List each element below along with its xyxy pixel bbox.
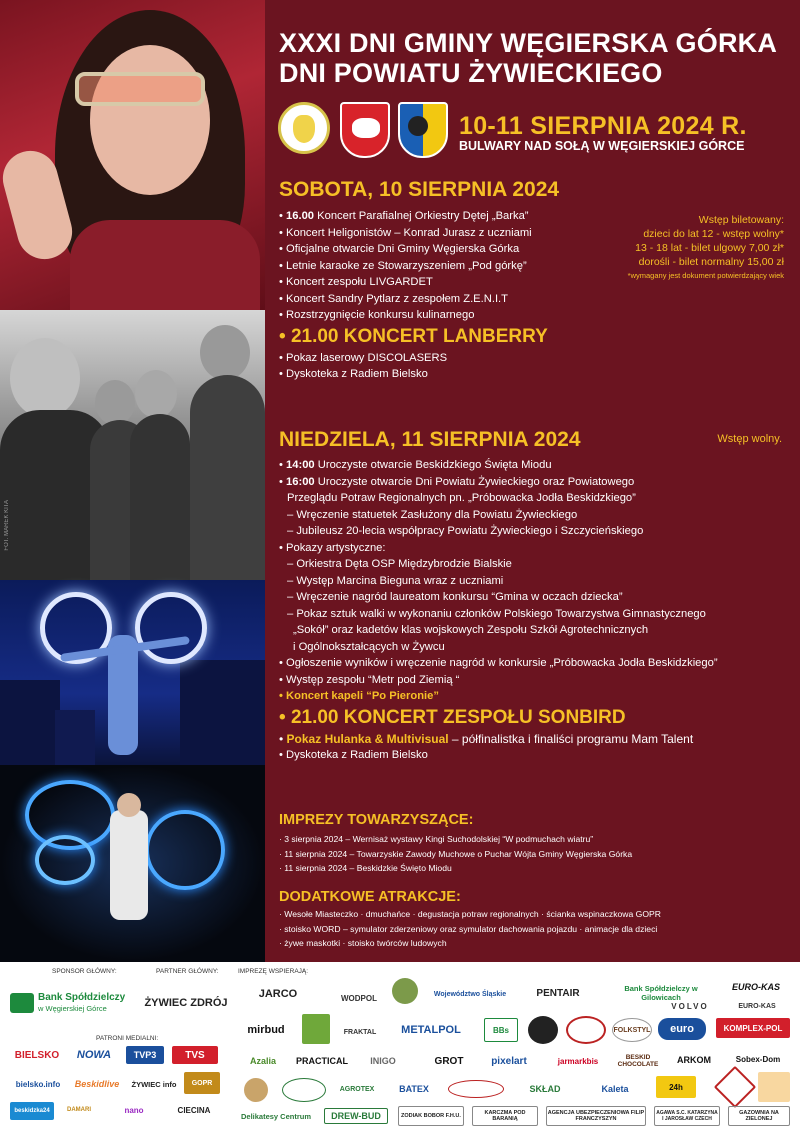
bank-icon — [10, 993, 34, 1013]
item-prefix: • — [279, 475, 287, 488]
supporter-logo: EURO-KAS — [731, 982, 780, 992]
item-text: Pokaz laserowy DISCOLASERS — [286, 351, 448, 364]
saturday-headliner: • 21.00 KONCERT LANBERRY — [279, 325, 548, 347]
media-logo: BIELSKO — [14, 1049, 60, 1061]
item-text: Występ zespołu “Metr pod Ziemią “ — [286, 673, 460, 686]
supporter-logo: KARCZMA POD BARANIĄ — [472, 1106, 538, 1126]
support-caption: IMPREZĘ WSPIERAJĄ: — [238, 968, 309, 975]
item-text: – Orkiestra Dęta OSP Międzybrodzie Bialskie — [287, 558, 512, 570]
list-item: • 16.00 Koncert Parafialnej Orkiestry Dętej „Barka” — [279, 210, 529, 222]
item-text: Pokazy artystyczne: — [286, 541, 386, 554]
supporter-logo: VOLVO — [671, 1001, 709, 1011]
supporter-logo: AGROTEX — [339, 1085, 375, 1093]
head-shape — [117, 793, 141, 817]
bank-logo — [10, 986, 138, 1020]
ticket-line: dzieci do lat 12 - wstęp wolny* — [643, 228, 784, 240]
zywiec-zdroj-logo: ŻYWIEC ZDRÓJ — [144, 997, 228, 1009]
sunday-headliner: • 21.00 KONCERT ZESPOŁU SONBIRD — [279, 706, 626, 728]
item-text: Dyskoteka z Radiem Bielsko — [286, 749, 428, 761]
supporter-logo: jarmarkbis — [557, 1056, 599, 1066]
list-item — [279, 606, 718, 623]
media-logo: NOWA — [76, 1049, 112, 1061]
media-logo: DAMARI — [67, 1107, 91, 1113]
list-item: • Pokaz laserowy DISCOLASERS — [279, 351, 448, 364]
list-item: • Dyskoteka z Radiem Bielsko — [279, 368, 428, 380]
ticket-line: 13 - 18 lat - bilet ulgowy 7,00 zł* — [635, 242, 784, 254]
supporter-logo: BBs — [484, 1018, 518, 1042]
supporter-logo: INIGO — [370, 1056, 396, 1066]
oval-logo-icon — [282, 1078, 326, 1102]
event-title — [279, 28, 789, 88]
sunday-heading: NIEDZIELA, 11 SIERPNIA 2024 — [279, 428, 581, 451]
photo-lanberry — [0, 0, 265, 320]
person-shape — [130, 414, 190, 590]
sunday-program — [279, 457, 718, 764]
supporter-logo: pixelart — [491, 1055, 527, 1067]
honey-association-logo — [278, 102, 330, 154]
item-text: – półfinalistka i finaliści programu Mam Talent — [448, 731, 694, 746]
zywiec-county-crest — [398, 102, 448, 158]
supporter-logo: SKŁAD — [529, 1084, 561, 1094]
bull-head-icon — [408, 116, 428, 136]
supporter-logo: Województwo Śląskie — [433, 990, 507, 998]
media-logo: CIECINA — [177, 1105, 211, 1115]
list-item: · 3 sierpnia 2024 – Wernisaż wystawy Kingi Suchodolskiej “W podmuchach wiatru” — [279, 834, 594, 844]
round-badge-icon — [528, 1016, 558, 1044]
media-logo: nano — [124, 1105, 144, 1115]
ticket-title: Wstęp biletowany: — [698, 214, 784, 226]
horse-rider-icon — [352, 118, 380, 138]
supporter-logo: AGAWA S.C. KATARZYNA I JAROSŁAW CZECH — [654, 1106, 720, 1126]
side-events-list — [279, 832, 632, 876]
item-text: Uroczyste otwarcie Dni Powiatu Żywieckiego oraz Powiatowego — [314, 475, 635, 488]
item-text: Koncert Parafialnej Orkiestry Dętej „Barka” — [314, 210, 529, 222]
headliner-text: 21.00 KONCERT ZESPOŁU SONBIRD — [290, 706, 626, 728]
list-item — [279, 639, 718, 656]
supporter-logo: 24h — [656, 1076, 696, 1098]
head-shape — [200, 325, 250, 380]
item-text: i Ogólnokształcących w Żywcu — [293, 640, 445, 653]
item-text: „Sokół” oraz kadetów klas wojskowych Zespołu Szkół Agrotechnicznych — [293, 624, 649, 636]
supporter-logo: Kaleta — [601, 1084, 629, 1094]
list-item — [279, 523, 718, 540]
bee-icon — [293, 115, 315, 143]
show-title: Pokaz Hulanka & Multivisual — [286, 731, 449, 746]
list-item: • Dyskoteka z Radiem Bielsko — [279, 749, 428, 761]
supporter-logo: ARKOM — [677, 1055, 711, 1065]
list-item — [279, 622, 718, 639]
supporter-logo: KOMPLEX-POL — [716, 1018, 790, 1038]
main-partner-caption: PARTNER GŁÓWNY: — [156, 968, 219, 975]
bank-name: Bank Spółdzielczy — [38, 992, 126, 1003]
building-shape — [0, 680, 60, 770]
supporter-logo: AGENCJA UBEZPIECZENIOWA FILIP FRANCZYSZYN — [546, 1106, 646, 1126]
item-text: Koncert zespołu LIVGARDET — [286, 276, 433, 288]
head-shape — [95, 380, 135, 425]
item-text: – Występ Marcina Bieguna wraz z uczniami — [287, 574, 504, 587]
supporter-logo: euro — [658, 1018, 706, 1040]
list-item — [279, 672, 718, 689]
supporter-logo: EURO-KAS — [738, 1002, 776, 1010]
list-item: • Koncert zespołu LIVGARDET — [279, 276, 433, 288]
item-text: Przeglądu Potraw Regionalnych pn. „Próbowacka Jodła Beskidzkiego” — [287, 492, 636, 504]
list-item — [279, 589, 718, 606]
saturday-heading: SOBOTA, 10 SIERPNIA 2024 — [279, 178, 560, 201]
list-item: · 11 sierpnia 2024 – Towarzyskie Zawody Muchowe o Puchar Wójta Gminy Węgierska Górka — [279, 848, 633, 859]
supporter-logo: GAZOWNIA NA ZIELONEJ — [728, 1106, 790, 1126]
list-item — [279, 655, 718, 672]
supporter-logo: FOLKSTYL — [612, 1018, 652, 1042]
item-text: stoisko WORD – symulator zderzeniowy oraz symulator dachowania pojazdu · animacje dla dzieci — [284, 923, 658, 934]
photo-light-show — [0, 765, 265, 962]
ticket-line: dorośli - bilet normalny 15,00 zł — [638, 256, 784, 268]
band-concert-item: • Koncert kapeli “Po Pieronie” — [279, 690, 439, 702]
face-shape — [90, 45, 210, 195]
supporter-logo: GROT — [434, 1055, 464, 1067]
head-shape — [135, 370, 177, 418]
person-shape — [190, 375, 265, 590]
photo-credit: FOT. MAREK KITA — [4, 500, 10, 551]
item-text: Koncert Sandry Pytlarz z zespołem Z.E.N.I.T — [286, 292, 508, 305]
free-entry-note: Wstęp wolny. — [717, 433, 782, 445]
round-seal-icon — [392, 978, 418, 1004]
item-text: żywe maskotki · stoisko twórców ludowych — [284, 938, 447, 948]
crests-row — [278, 102, 458, 160]
sweater-shape — [70, 220, 260, 320]
item-text: Koncert Heligonistów – Konrad Jurasz z uczniami — [286, 226, 532, 239]
list-item: · żywe maskotki · stoisko twórców ludowych — [279, 938, 447, 948]
list-item: • Koncert Sandry Pytlarz z zespołem Z.E.N.I.T — [279, 292, 508, 305]
main-sponsor-caption: SPONSOR GŁÓWNY: — [52, 968, 117, 975]
list-item: • Rozstrzygnięcie konkursu kulinarnego — [279, 309, 475, 321]
item-time: 16:00 — [286, 475, 315, 488]
headliner-text: 21.00 KONCERT LANBERRY — [290, 325, 548, 347]
title-line-2: DNI POWIATU ŻYWIECKIEGO — [279, 58, 663, 88]
list-item — [279, 573, 718, 590]
item-text: Letnie karaoke ze Stowarzyszeniem „Pod górkę” — [286, 259, 527, 272]
list-item — [279, 490, 718, 507]
supporter-logo: ZODIAK BOBOR F.H.U. — [398, 1106, 464, 1126]
supporter-logo: PENTAIR — [536, 987, 580, 999]
media-logo: bielsko.info — [15, 1079, 61, 1089]
side-events-heading: IMPREZY TOWARZYSZĄCE: — [279, 812, 474, 828]
list-item — [279, 474, 718, 491]
performer-shape — [110, 810, 148, 920]
supporter-logo: Delikatesy Centrum — [240, 1111, 312, 1121]
list-item: · stoisko WORD – symulator zderzeniowy oraz symulator dachowania pojazdu · animacje dla dzieci — [279, 923, 658, 934]
supporter-logo: WODPOL — [341, 993, 377, 1003]
light-swirl — [145, 810, 225, 890]
green-logo-icon — [302, 1014, 330, 1044]
item-text: 3 sierpnia 2024 – Wernisaż wystawy Kingi Suchodolskiej “W podmuchach wiatru” — [284, 834, 594, 844]
round-badge-icon — [566, 1016, 606, 1044]
item-text: Dyskoteka z Radiem Bielsko — [286, 368, 428, 380]
silesia-crest — [340, 102, 390, 158]
bank-text — [38, 992, 125, 1014]
saturday-program — [279, 208, 548, 383]
item-prefix: • — [279, 541, 287, 554]
photo-collage — [0, 0, 265, 962]
supporter-logo: FRAKTAL — [343, 1028, 377, 1036]
list-item — [279, 507, 718, 524]
item-text: Uroczyste otwarcie Beskidzkiego Święta Miodu — [314, 459, 552, 471]
item-text: – Wręczenie statuetek Zasłużony dla Powiatu Żywieckiego — [287, 508, 578, 521]
item-text: 11 sierpnia 2024 – Beskidzkie Święto Miodu — [284, 863, 452, 873]
list-item: · Wesołe Miasteczko · dmuchańce · degustacja potraw regionalnych · ścianka wspinaczkowa GOPR — [279, 909, 661, 919]
ticket-note: *wymagany jest dokument potwierdzający wiek — [627, 271, 784, 280]
event-date: 10-11 SIERPNIA 2024 R. — [459, 112, 747, 140]
supporter-logo: PRACTICAL — [296, 1056, 348, 1066]
photo-band-sonbird — [0, 310, 265, 590]
item-text: – Pokaz sztuk walki w wykonaniu członków Polskiego Towarzystwa Gimnastycznego — [287, 607, 706, 620]
item-text: Oficjalne otwarcie Dni Gminy Węgierska Górka — [286, 243, 520, 255]
list-item — [279, 540, 718, 557]
title-line-1: XXXI DNI GMINY WĘGIERSKA GÓRKA — [279, 28, 778, 58]
media-logo: TVS — [172, 1046, 218, 1064]
extras-list — [279, 907, 661, 951]
sponsors-footer — [0, 962, 800, 1131]
item-text: Koncert kapeli “Po Pieronie” — [286, 690, 439, 702]
round-logo-icon — [244, 1078, 268, 1102]
list-item: · 11 sierpnia 2024 – Beskidzkie Święto Miodu — [279, 863, 452, 873]
media-caption: PATRONI MEDIALNI: — [96, 1035, 159, 1042]
supporter-logo: mirbud — [247, 1024, 285, 1036]
item-text: – Wręczenie nagród laureatom konkursu “Gmina w oczach dziecka” — [287, 591, 623, 603]
media-logo: GOPR — [184, 1072, 220, 1094]
item-prefix: • — [279, 673, 287, 686]
media-logo: Beskidlive — [74, 1079, 120, 1089]
diamond-logo-icon — [714, 1066, 756, 1108]
list-item: • Oficjalne otwarcie Dni Gminy Węgierska Górka — [279, 243, 520, 255]
supporter-logo: METALPOL — [401, 1024, 461, 1036]
head-shape — [10, 338, 80, 418]
list-item — [279, 556, 718, 573]
oval-logo-icon — [448, 1080, 504, 1098]
light-swirl — [35, 835, 95, 885]
supporter-logo: Bank Spółdzielczy w Gilowicach — [624, 984, 698, 1002]
supporter-logo: BATEX — [399, 1084, 429, 1094]
list-item — [279, 457, 718, 474]
photo-dancer — [0, 580, 265, 770]
list-item: • Koncert Heligonistów – Konrad Jurasz z uczniami — [279, 226, 532, 239]
sunglasses-shape — [75, 72, 205, 106]
item-text: 11 sierpnia 2024 – Towarzyskie Zawody Muchowe o Puchar Wójta Gminy Węgierska Górka — [284, 848, 633, 859]
item-prefix: • — [279, 459, 287, 471]
media-logo: ŻYWIEC info — [131, 1079, 177, 1089]
item-text: Wesołe Miasteczko · dmuchańce · degustacja potraw regionalnych · ścianka wspinaczkowa GOPR — [284, 909, 661, 919]
item-text: Ogłoszenie wyników i wręczenie nagród w konkursie „Próbowacka Jodła Beskidzkiego” — [286, 657, 718, 669]
item-text: Rozstrzygnięcie konkursu kulinarnego — [286, 309, 475, 321]
extras-heading: DODATKOWE ATRAKCJE: — [279, 889, 461, 905]
supporter-logo: BESKID CHOCOLATE — [617, 1054, 659, 1068]
event-venue: BULWARY NAD SOŁĄ W WĘGIERSKIEJ GÓRCE — [459, 139, 745, 153]
supporter-logo: Azalia — [249, 1056, 276, 1066]
ticket-info — [628, 213, 784, 283]
supporter-logo: DREW-BUD — [324, 1108, 388, 1124]
media-logo: TVP3 — [126, 1046, 164, 1064]
item-time: 16.00 — [286, 210, 315, 222]
building-shape — [180, 660, 265, 770]
item-prefix: • — [279, 657, 287, 669]
item-time: 14:00 — [286, 459, 315, 471]
bank-sub: w Węgierskiej Górce — [38, 1004, 107, 1013]
kids-logo-icon — [758, 1072, 790, 1102]
supporter-logo: JARCO — [258, 988, 298, 1000]
light-ring — [135, 592, 207, 664]
item-text: – Jubileusz 20-lecia współpracy Powiatu Żywieckiego i Szczycieńskiego — [287, 525, 644, 537]
building-shape — [55, 710, 95, 770]
list-item: • Letnie karaoke ze Stowarzyszeniem „Pod górkę” — [279, 259, 527, 272]
media-logo: beskidzka24 — [10, 1102, 54, 1120]
supporter-logo: Sobex-Dom — [735, 1054, 781, 1064]
list-item: • Pokaz Hulanka & Multivisual – półfinalistka i finaliści programu Mam Talent — [279, 731, 694, 746]
